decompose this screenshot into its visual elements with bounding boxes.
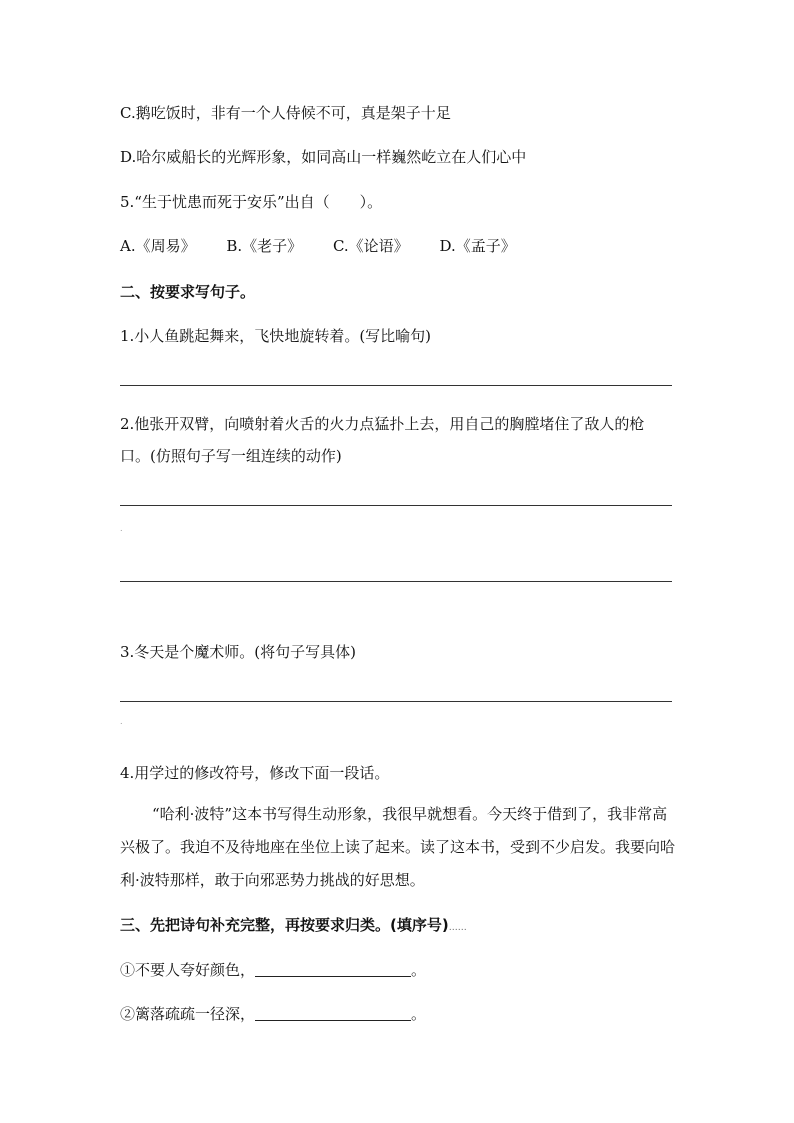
answer-line-4[interactable] [120,701,672,702]
section-2-question-2-line-2: 口。(仿照句子写一组连续的动作) [120,447,342,465]
revision-paragraph: “哈利·波特”这本书写得生动形象，我很早就想看。今天终于借到了，我非常高兴极了。我迫不及待地座在坐位上读了起来。读了这本书，受到不少启发。我要向哈利·波特那样，敢于向邪恶势力挑战的好思想。 [120,805,676,889]
section-3-dots: …… [448,923,467,933]
question-4c: C.鹅吃饭时，非有一个人侍候不可，真是架子十足 [120,104,451,122]
option-b[interactable]: B.《老子》 [226,237,303,255]
section-2-title: 二、按要求写句子。 [120,283,256,301]
question-4d: D.哈尔威船长的光辉形象，如同高山一样巍然屹立在人们心中 [120,148,527,166]
answer-line-1[interactable] [120,385,672,386]
poem-2-text: ②篱落疏疏一径深， [120,1005,256,1023]
poem-2 [120,1003,426,1024]
poem-2-end: 。 [411,1005,427,1023]
question-5-options [120,235,542,256]
question-5: 5.“生于忧患而死于安乐”出自（ ）。 [120,193,383,211]
poem-1-text: ①不要人夸好颜色， [120,961,256,979]
poem-1-end: 。 [411,961,427,979]
option-d[interactable]: D.《孟子》 [439,237,516,255]
section-3-title-text: 三、先把诗句补充完整，再按要求归类。(填序号) [120,916,449,934]
tiny-dot-2: . [120,717,123,726]
poem-1 [120,959,426,980]
answer-line-2[interactable] [120,505,672,506]
section-2-question-3: 3.冬天是个魔术师。(将句子写具体) [120,643,357,661]
section-2-question-2-line-1: 2.他张开双臂，向喷射着火舌的火力点猛扑上去，用自己的胸膛堵住了敌人的枪 [120,415,645,433]
section-2-question-1: 1.小人鱼跳起舞来，飞快地旋转着。(写比喻句) [120,327,432,345]
answer-line-3[interactable] [120,581,672,582]
poem-2-blank[interactable] [255,1006,411,1021]
section-2-question-4: 4.用学过的修改符号，修改下面一段话。 [120,764,390,782]
section-3-title [120,914,467,935]
option-c[interactable]: C.《论语》 [332,237,409,255]
tiny-dot: . [120,524,123,533]
poem-1-blank[interactable] [255,962,411,977]
option-a[interactable]: A.《周易》 [120,237,196,255]
